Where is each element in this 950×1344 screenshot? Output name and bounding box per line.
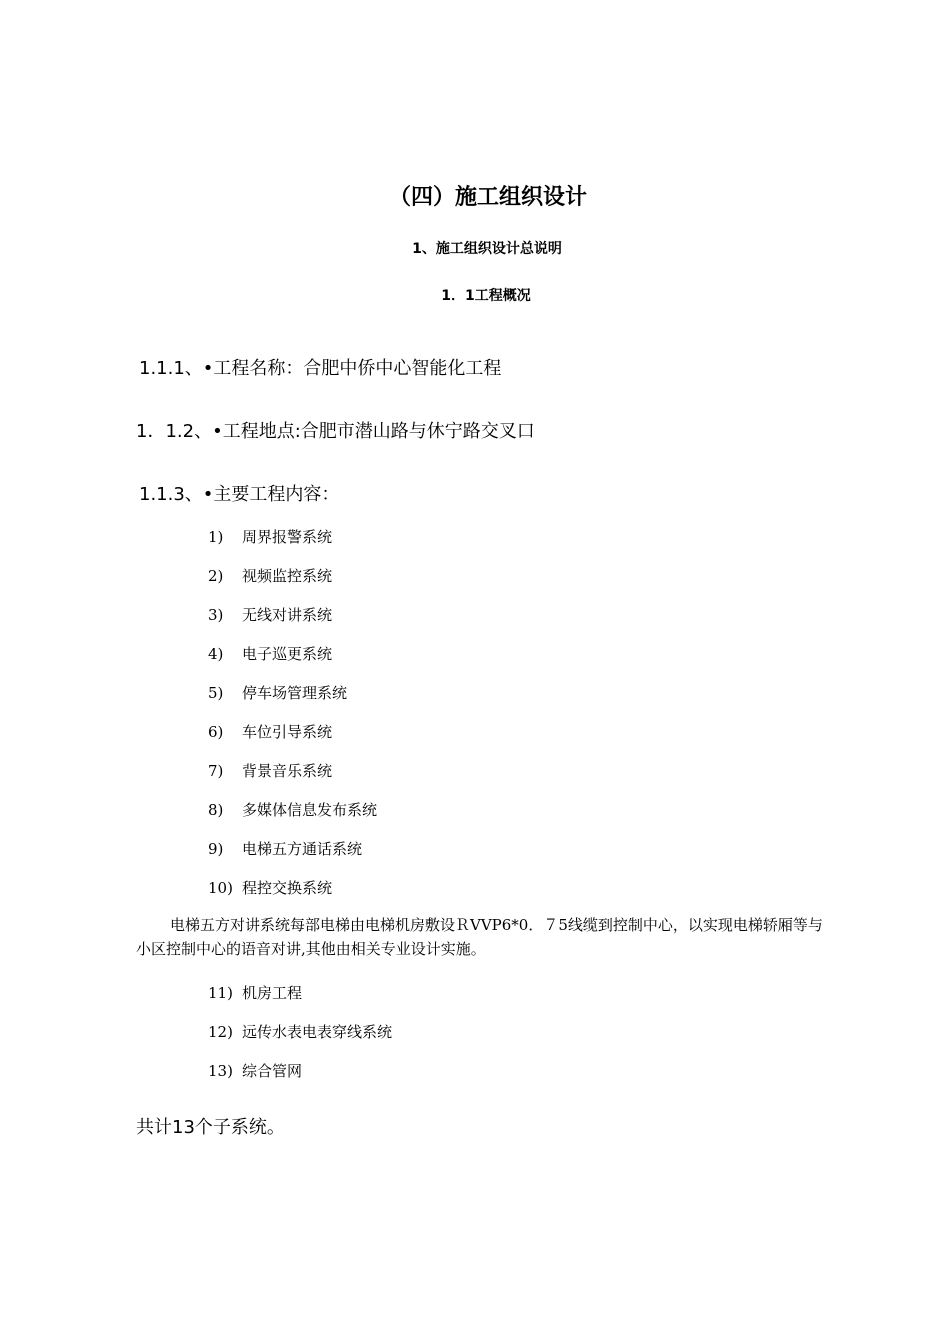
list-item-number: 9) [208,840,224,858]
heading-main-content: 1.1.3、•主要工程内容： [139,484,340,505]
body-paragraph-text: 电梯五方对讲系统每部电梯由电梯机房敷设ＲVVP6*0．７5线缆到控制中心，以实现电梯轿厢等与小区控制中心的语音对讲,其他由相关专业设计实施。 [136,916,823,958]
document-title: （四）施工组织设计 [388,185,587,210]
list-item-number: 8) [208,801,224,819]
section-title: 1、施工组织设计总说明 [412,241,562,257]
list-item [208,1021,392,1042]
total-summary: 共计13个子系统。 [136,1117,285,1138]
list-item-number: 12) [208,1023,233,1041]
list-item [208,526,332,547]
subsection-title: 1．1工程概况 [441,288,531,304]
list-item-text: 机房工程 [242,984,303,1002]
body-paragraph [136,913,836,961]
list-item-text: 周界报警系统 [242,528,333,546]
list-item [208,604,332,625]
list-item-text: 综合管网 [242,1062,303,1080]
list-item-text: 远传水表电表穿线系统 [242,1023,393,1041]
list-item [208,682,347,703]
list-item-number: 1) [208,528,224,546]
list-item [208,721,332,742]
heading-project-name: 1.1.1、•工程名称：合肥中侨中心智能化工程 [139,358,502,379]
list-item-text: 无线对讲系统 [242,606,333,624]
list-item-number: 11) [208,984,233,1002]
list-item [208,565,332,586]
list-item-text: 电子巡更系统 [242,645,333,663]
list-item-text: 程控交换系统 [242,879,333,897]
list-item [208,838,362,859]
list-item-text: 停车场管理系统 [242,684,348,702]
list-item-text: 电梯五方通话系统 [242,840,363,858]
list-item-number: 6) [208,723,224,741]
list-item-number: 13) [208,1062,233,1080]
list-item [208,1060,302,1081]
list-item [208,760,332,781]
list-item [208,982,302,1003]
list-item-number: 3) [208,606,224,624]
list-item-number: 10) [208,879,233,897]
list-item [208,643,332,664]
list-item-text: 背景音乐系统 [242,762,333,780]
list-item-number: 2) [208,567,224,585]
list-item-text: 车位引导系统 [242,723,333,741]
list-item [208,877,332,898]
heading-project-location: 1．1.2、•工程地点:合肥市潜山路与休宁路交叉口 [136,421,535,442]
list-item-number: 5) [208,684,224,702]
list-item-number: 7) [208,762,224,780]
list-item-text: 多媒体信息发布系统 [242,801,378,819]
list-item-text: 视频监控系统 [242,567,333,585]
list-item-number: 4) [208,645,224,663]
list-item [208,799,377,820]
